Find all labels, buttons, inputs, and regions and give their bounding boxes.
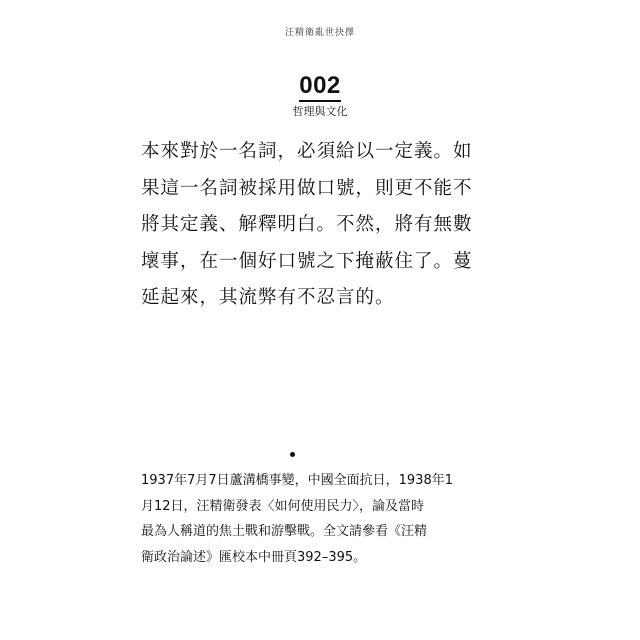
- footnote-line: 最為人稱道的焦土戰和游擊戰。全文請參看《汪精: [141, 524, 428, 539]
- quote-line: 本來對於一名詞，必須給以一定義。如: [141, 141, 473, 162]
- quote-line: 將其定義、解釋明白。不然，將有無數: [141, 214, 473, 235]
- quote-line: 壞事，在一個好口號之下掩蔽住了。蔓: [141, 250, 473, 272]
- quote-passage: [141, 134, 473, 317]
- running-header: 汪精衛亂世抉擇: [284, 28, 355, 38]
- chapter-number: [0, 72, 640, 102]
- chapter-number-text: 002: [299, 73, 341, 102]
- chapter-title: 哲理與文化: [292, 105, 348, 118]
- quote-line: 果這一名詞被採用做口號，則更不能不: [141, 177, 473, 199]
- footnote-line: 1937年7月7日蘆溝橋事變，中國全面抗日，1938年1: [141, 473, 453, 488]
- quote-line: 延起來，其流弊有不忍言的。: [141, 287, 395, 308]
- footnote-line: 衛政治論述》匯校本中冊頁392–395。: [141, 549, 367, 565]
- footnote: [141, 468, 481, 570]
- footnote-line: 月12日，汪精衛發表〈如何使用民力〉，論及當時: [141, 498, 425, 514]
- section-divider-dot: [290, 452, 295, 457]
